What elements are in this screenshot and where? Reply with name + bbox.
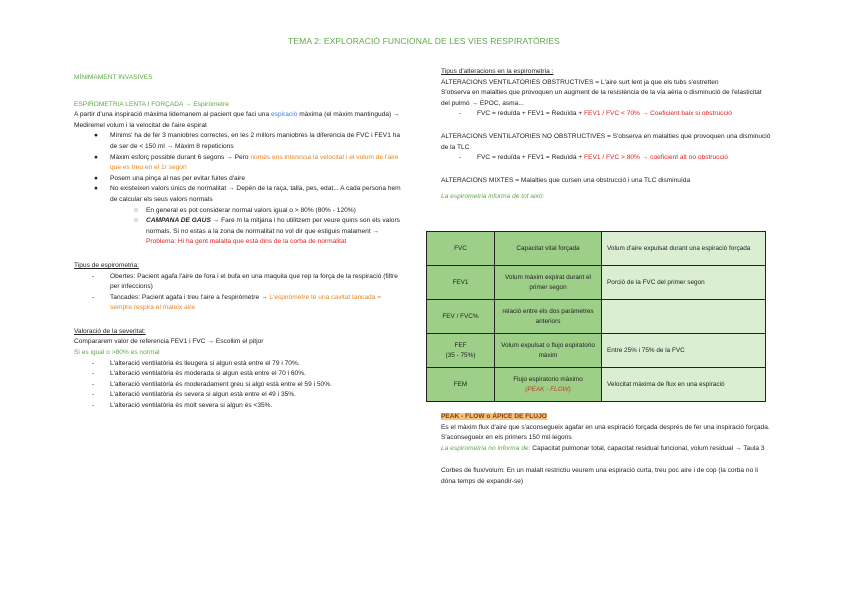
parameters-table — [426, 231, 766, 402]
right-column — [441, 67, 771, 203]
tipus-alteracions-heading: Tipus d'alteracions en la espirometria : — [441, 68, 554, 75]
severity-item: - L'alteració ventilatòria és molt severa si algun és <35%. — [92, 402, 273, 410]
informa-heading: La espirometria informa de tot això: — [441, 193, 545, 201]
param-key: FVC — [427, 232, 495, 266]
severity-item: - L'alteració ventilatòria és moderadament greu si algú està entre el 59 i 50%. — [92, 380, 332, 388]
dash-item: - Obertes: Pacient agafa l'aire de fora i el bufa en una maquila que rep la força de la respiració (filtre per infeccions) — [92, 272, 398, 291]
table-row — [427, 300, 766, 334]
param-key: FEV1 — [427, 266, 495, 300]
param-description: Volum d'aire expulsat durant una espiració forçada — [602, 232, 766, 266]
severity-item: - L'alteració ventilatòria és lleugera si algun està entre el 79 i 70%. — [92, 359, 300, 367]
severity-item: - L'alteració ventilatòria és moderada si algun està entre el 70 i 60%. — [92, 370, 306, 378]
param-key: FEF (35 - 75%) — [427, 334, 495, 368]
param-meaning: Volum màxim expirat durant el primer segon — [495, 266, 602, 300]
param-description — [602, 300, 766, 334]
param-description: Entre 25% i 75% de la FVC — [602, 334, 766, 368]
dash-item: - Tancades: Pacient agafa i treu l'aire a l'espiròmetre → L'espiròmetre té una cavitat tancada = sempre respira el mateix aire — [92, 293, 382, 312]
peak-flow-no-informa: La espirometria no informa de: Capacitat pulmonar total, capacitat residual funcional, volum residual → Taula 3 — [441, 444, 765, 452]
severity-item: - L'alteració ventilatòria és severa si algun està entre el 49 i 35%. — [92, 391, 296, 399]
peak-flow-text: Es el màxim flux d'aire que s'aconsegueix agafar en una espiració forçada després de fer una inspiració forçada. — [441, 423, 770, 431]
page-title: TEMA 2: EXPLORACIÓ FUNCIONAL DE LES VIES RESPIRATÒRIES — [288, 36, 560, 46]
bullet-item: ● No existeixen valors únics de normalitat → Depèn de la raça, talla, pes, edat... A cada persona hem de calcular els seus valors normals — [94, 185, 401, 203]
mixtes-heading: ALTERACIONS MIXTES = Malalties que cursen una obstrucció i una TLC disminuïda — [441, 176, 691, 184]
table-row — [427, 334, 766, 368]
obstructives-formula: - FVC = reduïda + FEV1 = Reduïda + FEV1 / FVC < 70% → Coeficient baix si obstrucció — [459, 110, 732, 118]
obstructives-text: S'observa en malalties que provoquen un augment de la resistència de la via aèria o disminució de l'elasticitat del pulmó → EPOC, asma... — [441, 89, 762, 107]
obstructives-heading: ALTERACIONS VENTILATORIES OBSTRUCTIVES = L'aire surt lent ja que els tubs s'estretten — [441, 78, 719, 86]
espirometria-heading: ESPIROMETRIA LENTA I FORÇADA → Espiròmetre — [74, 100, 229, 108]
param-meaning: relació entre els dos paràmetres anteriors — [495, 300, 602, 334]
param-description: Porció de la FVC del primer segon — [602, 266, 766, 300]
param-description: Velocitat màxima de flux en una espiració — [602, 368, 766, 402]
table-row — [427, 232, 766, 266]
valoracio-text: Compararem valor de referencia FEV1 i FVC → Escollim el pitjor — [74, 338, 264, 346]
sub-bullet-item: ○ CAMPANA DE GAUS → Fare m la mitjana i ho utilitzem per veure quins son els valors normals. Si no estas a la zona de normalitat no vol dir que estiguis malament → Problema: Hi ha gent malalta que està dins de la corba de normalitat — [134, 217, 400, 246]
peak-flow-section — [441, 412, 771, 488]
peak-flow-time: S'aconsegueix en els primers 150 mil·legons — [441, 434, 572, 442]
param-meaning: Volum expulsat o flujo espiratorio màxim — [495, 334, 602, 368]
bullet-item: ● Mínims' ha de fer 3 maniobres correctes, en les 2 millors maniobres la diferencia de FVC i FEV1 ha de ser de < 150 ml → Màxim 8 repeticions — [94, 132, 401, 150]
parameters-table-wrap — [426, 231, 766, 402]
valoracio-heading: Valoració de la severitat: — [74, 327, 146, 335]
sub-bullet-item: ○ En general es pot considerar normal valors igual o > 80% (80% - 120%) — [134, 206, 356, 214]
left-column — [74, 73, 404, 412]
table-row — [427, 368, 766, 402]
espirometria-intro: A partir d'una inspiració màxima lidemanem al pacient que faci una espiració màxima (el màxim mantinguda) → Mediremel volum i la velocitat de l'aire espirat — [74, 111, 400, 129]
corbes-text: Corbes de flux/volum: En un malalt restrictiu veurem una espiració curta, treu poc aire i de cop (la corba no li dóna temps de expandir-se) — [441, 467, 759, 485]
no-obstructives-formula: - FVC = reduïda + FEV1 = Reduïda + FEV1 / FVC > 80% → coeficient alt no obstrucció — [459, 154, 728, 162]
table-row — [427, 266, 766, 300]
section-heading: MÍNIMAMENT INVASIVES — [74, 74, 153, 81]
param-meaning: Capacitat vital forçada — [495, 232, 602, 266]
param-key: FEM — [427, 368, 495, 402]
param-key: FEV / FVC% — [427, 300, 495, 334]
valoracio-normal: Si es igual o >80% es normal — [74, 349, 160, 357]
peak-flow-heading: PEAK - FLOW o ÁPICE DE FLUJO — [441, 413, 547, 420]
bullet-item: ● Posem una pinça al nas per evitar fuites d'aire — [94, 174, 246, 182]
param-meaning: Flujo espiratorio màximo (PEAK - FLOW) — [495, 368, 602, 402]
no-obstructives-heading: ALTERACIONS VENTILATORIES NO OBSTRUCTIVES = S'observa en malalties que provoquen una disminució de la TLC — [441, 132, 771, 151]
tipus-heading: Tipus de espirometria: — [74, 261, 139, 269]
bullet-item: ● Màxim esforç possible durant 6 segons → Pero només ens interessa la velocitat i el volum de l'aire que es treu en el 1r segon — [94, 153, 399, 172]
